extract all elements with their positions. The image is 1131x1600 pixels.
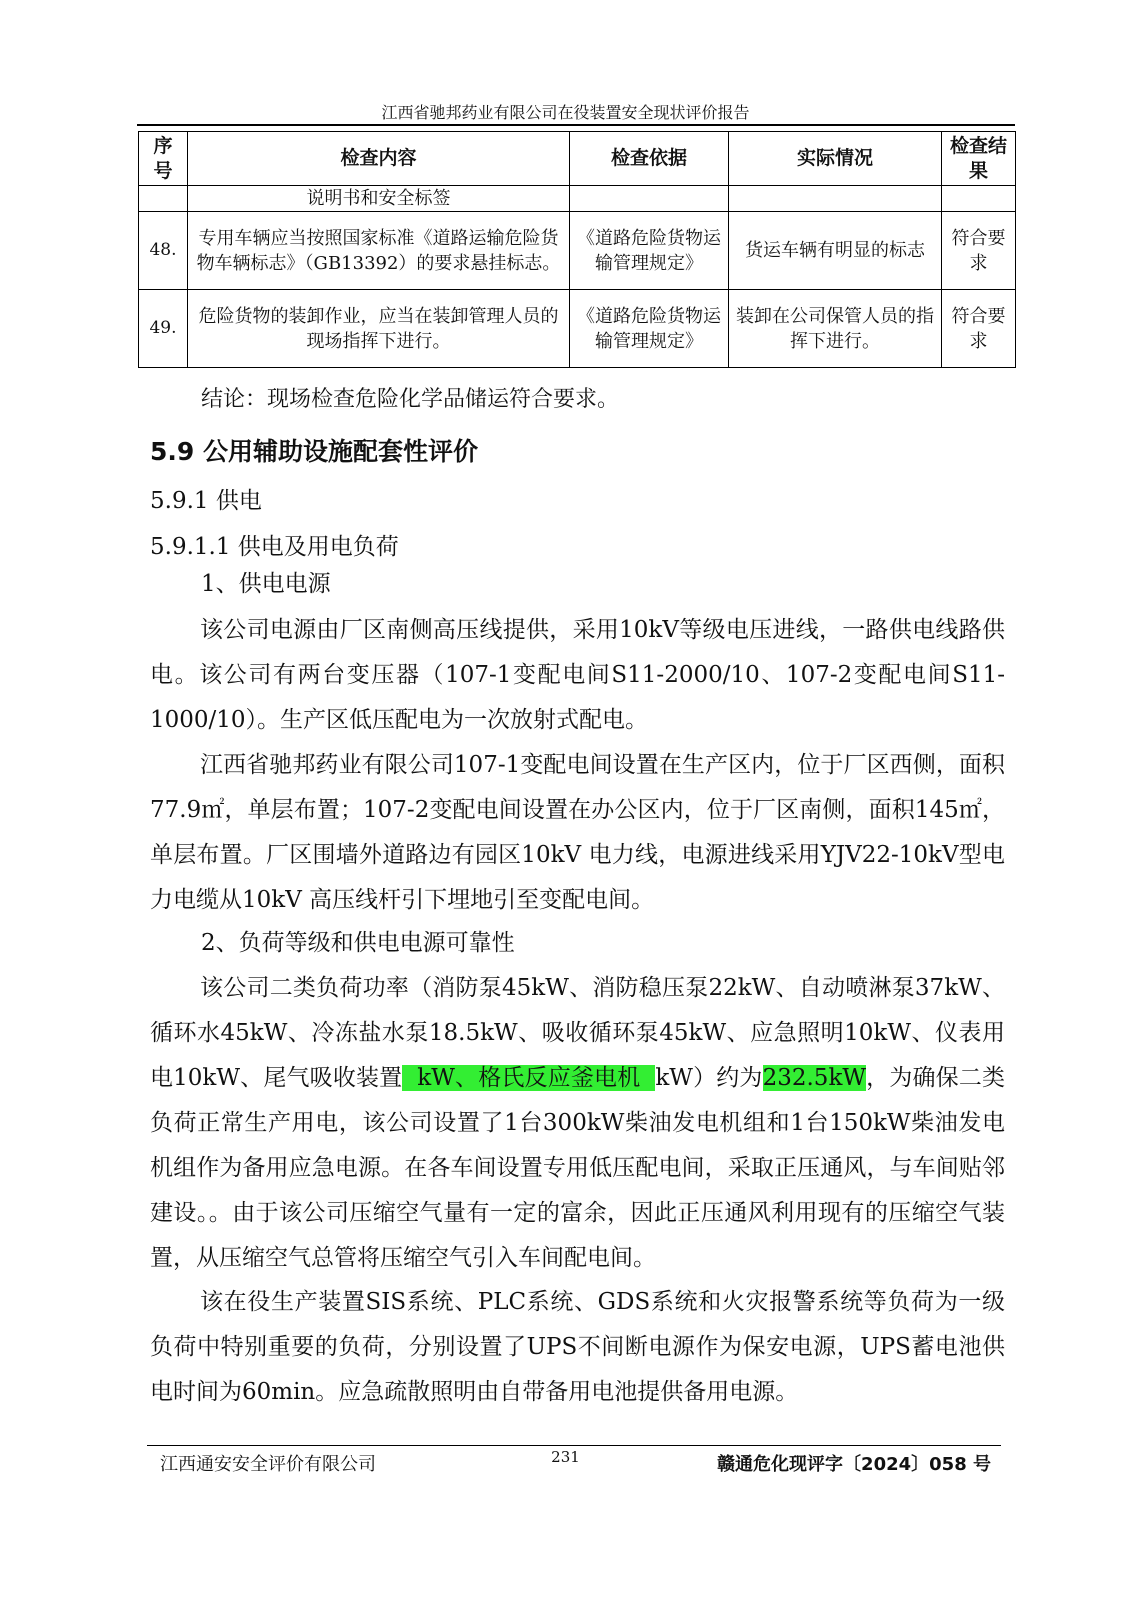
header-content: 检查内容 xyxy=(188,132,570,186)
item-heading-load-grade: 2、负荷等级和供电电源可靠性 xyxy=(201,930,515,956)
item-heading-power-source: 1、供电电源 xyxy=(201,571,331,597)
paragraph-power-source: 该公司电源由厂区南侧高压线提供，采用10kV等级电压进线，一路供电线路供电。该公司有两台变压器（107-1变配电间S11-2000/10、107-2变配电间S11-1000/10）。生产区低压配电为一次放射式配电。 xyxy=(150,617,1005,733)
page-number: 231 xyxy=(551,1448,580,1466)
cell-actual: 装卸在公司保管人员的指挥下进行。 xyxy=(729,290,942,368)
cell-no: 48. xyxy=(139,212,188,290)
paragraph-load-power xyxy=(150,966,1005,1281)
section-heading: 5.9 公用辅助设施配套性评价 xyxy=(150,437,478,466)
cell-basis: 《道路危险货物运输管理规定》 xyxy=(570,290,729,368)
footer-doc-number: 赣通危化现评字〔2024〕058 号 xyxy=(717,1454,991,1475)
cell-content: 说明书和安全标签 xyxy=(188,186,570,212)
paragraph-text: kW）约为 xyxy=(655,1065,763,1091)
paragraph-ups: 该在役生产装置SIS系统、PLC系统、GDS系统和火灾报警系统等负荷为一级负荷中特别重要的负荷，分别设置了UPS不间断电源作为保安电源，UPS蓄电池供电时间为60min。应急疏散照明由自带备用电池提供备用电源。 xyxy=(150,1289,1005,1405)
header-result: 检查结果 xyxy=(942,132,1016,186)
footer-rule xyxy=(147,1445,1001,1446)
subsubsection-heading: 5.9.1.1 供电及用电负荷 xyxy=(150,534,399,560)
highlighted-value: 232.5kW xyxy=(762,1065,867,1091)
table-header-row xyxy=(139,132,1016,186)
highlighted-text: kW、格氏反应釜电机 xyxy=(402,1065,656,1091)
cell-no: 49. xyxy=(139,290,188,368)
paragraph-substation: 江西省驰邦药业有限公司107-1变配电间设置在生产区内，位于厂区西侧，面积77.9㎡，单层布置；107-2变配电间设置在办公区内，位于厂区南侧，面积145㎡，单层布置。厂区围墙外道路边有园区10kV 电力线，电源进线采用YJV22-10kV型电力电缆从10kV 高压线杆引下埋地引至变配电间。 xyxy=(150,752,1005,913)
cell-content: 专用车辆应当按照国家标准《道路运输危险货物车辆标志》（GB13392）的要求悬挂标志。 xyxy=(188,212,570,290)
table-row xyxy=(139,212,1016,290)
cell-result: 符合要求 xyxy=(942,290,1016,368)
header-basis: 检查依据 xyxy=(570,132,729,186)
header-no: 序号 xyxy=(139,132,188,186)
subsection-heading: 5.9.1 供电 xyxy=(150,488,262,514)
cell-result: 符合要求 xyxy=(942,212,1016,290)
header-actual: 实际情况 xyxy=(729,132,942,186)
table-row xyxy=(139,290,1016,368)
inspection-table xyxy=(138,131,1016,368)
header-rule xyxy=(137,124,1015,126)
page-header-title: 江西省驰邦药业有限公司在役装置安全现状评价报告 xyxy=(381,103,750,122)
cell-content: 危险货物的装卸作业，应当在装卸管理人员的现场指挥下进行。 xyxy=(188,290,570,368)
paragraph-text: ，为确保二类负荷正常生产用电，该公司设置了1台300kW柴油发电机组和1台150kW柴油发电机组作为备用应急电源。在各车间设置专用低压配电间，采取正压通风，与车间贴邻建设。。由于该公司压缩空气量有一定的富余，因此正压通风利用现有的压缩空气装置，从压缩空气总管将压缩空气引入车间配电间。 xyxy=(150,1065,1006,1271)
cell-actual: 货运车辆有明显的标志 xyxy=(729,212,942,290)
conclusion-text: 结论：现场检查危险化学品储运符合要求。 xyxy=(201,387,620,412)
footer-company: 江西通安安全评价有限公司 xyxy=(160,1454,376,1475)
table-row xyxy=(139,186,1016,212)
paragraph-text: 该公司二类负荷功率（消防泵45kW、消防稳压泵22kW、自动喷淋泵37kW、循环水45kW、冷冻盐水泵18.5kW、吸收循环泵45kW、应急照明10kW、仪表用电10kW、尾气吸收装置 xyxy=(150,975,1005,1091)
cell-basis: 《道路危险货物运输管理规定》 xyxy=(570,212,729,290)
